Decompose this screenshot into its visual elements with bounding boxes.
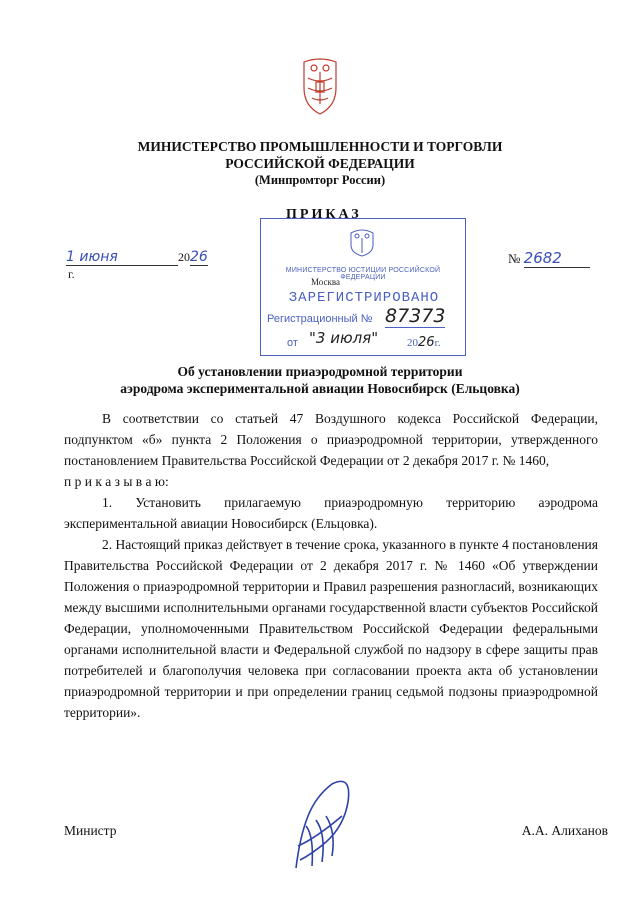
- paragraph-item-2: 2. Настоящий приказ действует в течение срока, указанного в пункте 4 постановления Правительства Российской Федерации от 2 декабря 2017 г. № 1460 «Об утверждении Положения о приаэродромной территории и Правил разрешения разногласий, возникающих между высшими исполнительными органами государственной власти субъектов Российской Федерации, уполномоченными Правительством Российской Федерации федеральными органами исполнительной власти и Федеральной службой по надзору в сфере защиты прав потребителей и благополучия человека при согласовании проекта акта об установлении приаэродромной территории и при определении границ седьмой подзоны приаэродромной территории».: [64, 537, 598, 720]
- subject-line1: Об установлении приаэродромной территории: [177, 364, 463, 379]
- ministry-name-line2: РОССИЙСКОЙ ФЕДЕРАЦИИ: [225, 156, 415, 171]
- handwritten-signature: [286, 776, 358, 874]
- stamp-emblem-icon: [345, 227, 379, 257]
- signature-position: Министр: [64, 823, 117, 838]
- coat-of-arms-emblem: [298, 54, 342, 118]
- registration-stamp: [260, 218, 466, 356]
- document-type: ПРИКАЗ: [286, 207, 362, 222]
- stamp-registered: ЗАРЕГИСТРИРОВАНО: [288, 290, 440, 306]
- stamp-from-year-hand: 26: [418, 335, 435, 350]
- stamp-from-date: 3 июля: [315, 329, 372, 347]
- stamp-from-label: от: [287, 337, 298, 349]
- subject-line2: аэродрома экспериментальной авиации Новосибирск (Ельцовка): [120, 381, 520, 396]
- stamp-reg-number: 87373: [385, 305, 446, 327]
- order-date-day-month: 1 июня: [66, 249, 178, 266]
- stamp-org: МИНИСТЕРСТВО ЮСТИЦИИ РОССИЙСКОЙ ФЕДЕРАЦИИ: [285, 267, 441, 281]
- stamp-from-date-wrapper: "3 июля": [309, 329, 379, 347]
- signature-name: А.А. Алиханов: [521, 823, 608, 838]
- stamp-from-suffix: г.: [434, 337, 441, 349]
- order-number-value: 2682: [524, 249, 590, 268]
- order-number-label: №: [508, 251, 521, 266]
- order-date: [66, 249, 216, 282]
- order-number: [508, 249, 590, 268]
- ministry-short-name: (Минпромторг России): [254, 173, 386, 187]
- paragraph-preamble: В соответствии со статьей 47 Воздушного кодекса Российской Федерации, подпунктом «б» пункта 2 Положения о приаэродромной территории, утвержденного постановлением Правительства Российской Федерации от 2 декабря 2017 г. № 1460,: [64, 411, 598, 468]
- document-body: [64, 408, 598, 723]
- stamp-from-year-prefix: 20: [407, 337, 418, 349]
- stamp-reg-label: Регистрационный №: [267, 313, 373, 325]
- order-date-year-hand: 26: [190, 249, 208, 265]
- paragraph-item-1: 1. Установить прилагаемую приаэродромную территорию аэродрома экспериментальной авиации Новосибирск (Ельцовка).: [64, 495, 598, 531]
- stamp-city: Москва: [311, 277, 340, 287]
- paragraph-order-word: п р и к а з ы в а ю:: [64, 474, 169, 489]
- ministry-name-line1: МИНИСТЕРСТВО ПРОМЫШЛЕННОСТИ И ТОРГОВЛИ: [137, 139, 503, 154]
- order-date-year-prefix: 20: [178, 250, 190, 264]
- order-date-suffix: г.: [68, 267, 75, 281]
- stamp-from-year: [407, 335, 441, 350]
